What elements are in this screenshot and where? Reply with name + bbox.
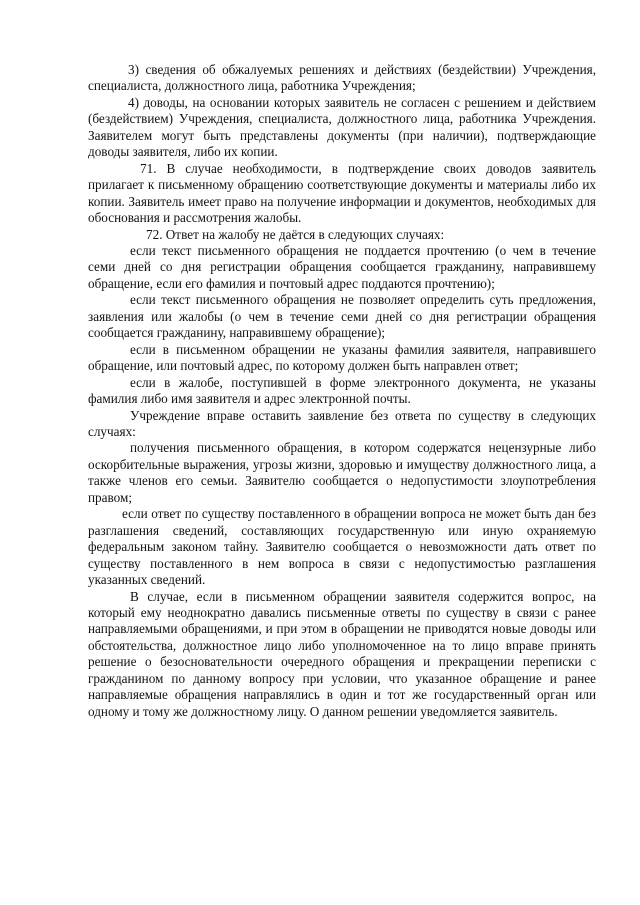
case-no-name-address: если в письменном обращении не указаны фамилия заявителя, направившего обращение, или почтовый адрес, по которому должен быть направлен ответ; — [88, 341, 596, 374]
case-secret: если ответ по существу поставленного в обращении вопроса не может быть дан без разглашения сведений, составляющих государственную или иную охраняемую федеральным законом тайну. Заявителю сообщается о невозможности дать ответ по существу поставленного в нем вопроса в связи с недопустимостью разглашения указанных сведений. — [88, 506, 596, 588]
case-electronic-no-name: если в жалобе, поступившей в форме электронного документа, не указаны фамилия либо имя заявителя и адрес электронной почты. — [88, 374, 596, 407]
case-offensive: получения письменного обращения, в котором содержатся нецензурные либо оскорбительные выражения, угрозы жизни, здоровью и имуществу должностного лица, а также членов его семьи. Заявителю сообщается о недопустимости злоупотребления правом; — [88, 440, 596, 505]
institution-may-leave: Учреждение вправе оставить заявление без ответа по существу в следующих случаях: — [88, 407, 596, 439]
case-repeated: В случае, если в письменном обращении заявителя содержится вопрос, на который ему неоднократно давались письменные ответы по существу в связи с ранее направляемыми обращениями, и при этом в обращении не приводятся новые доводы или обстоятельства, должностное лицо либо уполномоченное на то лицо вправе принять решение о безосновательности очередного обращения и прекращении переписки с гражданином по данному вопросу при условии, что указанное обращение и ранее направляемые обращения направлялись в один и тот же государственный орган или одному и тому же должностному лицу. О данном решении уведомляется заявитель. — [88, 588, 596, 719]
paragraph-4: 4) доводы, на основании которых заявитель не согласен с решением и действием (бездействием) Учреждения, специалиста, должностного лица, работника Учреждения. Заявителем могут быть представлены документы (при наличии), подтверждающие доводы заявителя, либо их копии. — [88, 94, 596, 160]
case-unreadable: если текст письменного обращения не поддается прочтению (о чем в течение семи дней со дня регистрации обращения сообщается гражданину, направившему обращение, если его фамилия и почтовый адрес поддаются прочтению); — [88, 242, 596, 291]
case-undefined-essence: если текст письменного обращения не позволяет определить суть предложения, заявления или жалобы (о чем в течение семи дней со дня регистрации обращения сообщается гражданину, направившему обращение); — [88, 292, 596, 341]
paragraph-71: 71. В случае необходимости, в подтверждение своих доводов заявитель прилагает к письменному обращению соответствующие документы и материалы либо их копии. Заявитель имеет право на получение информации и документов, необходимых для обоснования и рассмотрения жалобы. — [88, 160, 596, 226]
paragraph-3: 3) сведения об обжалуемых решениях и действиях (бездействии) Учреждения, специалиста, должностного лица, работника Учреждения; — [88, 62, 596, 94]
paragraph-72: 72. Ответ на жалобу не даётся в следующих случаях: — [146, 226, 445, 242]
